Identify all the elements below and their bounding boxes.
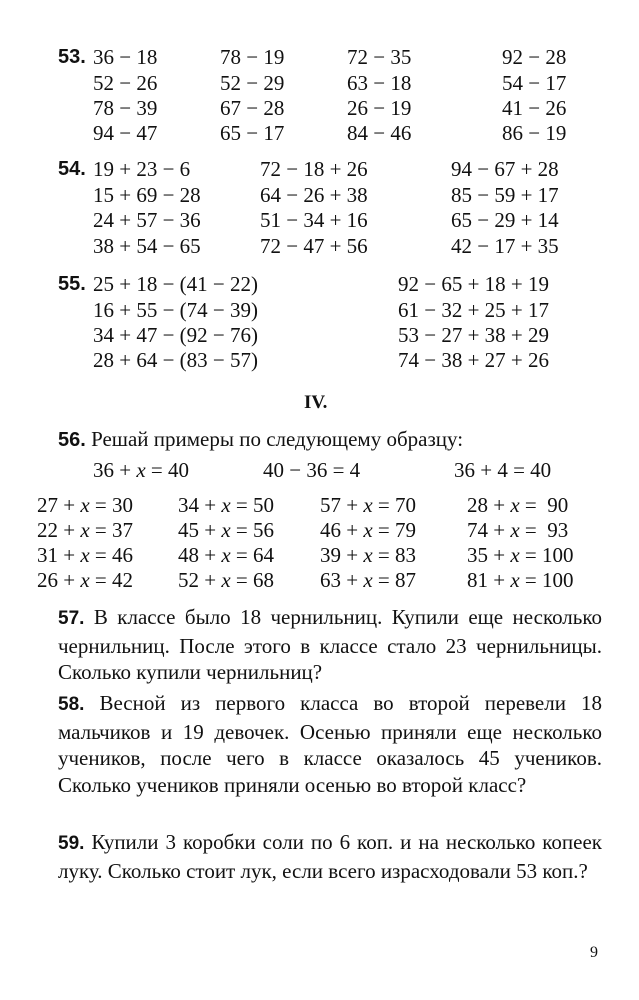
- problem-text: В классе было 18 чернильниц. Купили еще несколько чернильниц. После этого в классе стало 23 чернильницы. Сколько купили чернильниц?: [58, 605, 602, 684]
- equation: 22 + x = 37: [37, 518, 134, 542]
- expression: 28 + 64 − (83 − 57): [93, 348, 259, 372]
- equation: 46 + x = 79: [320, 518, 417, 542]
- expression: 34 + 47 − (92 − 76): [93, 323, 259, 347]
- expression: 94 − 67 + 28: [451, 157, 559, 181]
- expression: 42 − 17 + 35: [451, 234, 559, 258]
- exercise-number: 58.: [58, 694, 85, 715]
- expression: 61 − 32 + 25 + 17: [398, 298, 550, 322]
- sample-equation: 36 + 4 = 40: [454, 458, 552, 482]
- exercise-instruction: [58, 427, 463, 452]
- expression: 52 − 29: [220, 71, 285, 95]
- equation: 81 + x = 100: [467, 568, 574, 592]
- expression: 92 − 65 + 18 + 19: [398, 272, 550, 296]
- equation: 35 + x = 100: [467, 543, 574, 567]
- expression: 72 − 18 + 26: [260, 157, 368, 181]
- expression: 41 − 26: [502, 96, 567, 120]
- expression: 53 − 27 + 38 + 29: [398, 323, 550, 347]
- expression: 38 + 54 − 65: [93, 234, 201, 258]
- expression: 72 − 47 + 56: [260, 234, 368, 258]
- equation: 57 + x = 70: [320, 493, 417, 517]
- expression: 15 + 69 − 28: [93, 183, 201, 207]
- problem-text: Купили 3 коробки соли по 6 коп. и на несколько копеек луку. Сколько стоит лук, если всего израсходовали 53 коп.?: [58, 830, 603, 883]
- expression: 86 − 19: [502, 121, 567, 145]
- expression: 36 − 18: [93, 45, 158, 69]
- expression: 19 + 23 − 6: [93, 157, 191, 181]
- expression: 64 − 26 + 38: [260, 183, 368, 207]
- equation: 26 + x = 42: [37, 568, 134, 592]
- expression: 78 − 19: [220, 45, 285, 69]
- sample-equation: 36 + x = 40: [93, 458, 190, 482]
- expression: 72 − 35: [347, 45, 412, 69]
- page-number: 9: [590, 944, 598, 961]
- equation: 27 + x = 30: [37, 493, 134, 517]
- exercise-number: 57.: [58, 608, 85, 629]
- equation: 39 + x = 83: [320, 543, 417, 567]
- equation: 28 + x = 90: [467, 493, 569, 517]
- exercise-58: [58, 690, 602, 798]
- sample-equation: 40 − 36 = 4: [263, 458, 361, 482]
- expression: 94 − 47: [93, 121, 158, 145]
- expression: 84 − 46: [347, 121, 412, 145]
- expression: 92 − 28: [502, 45, 567, 69]
- exercise-number: 54.: [58, 158, 86, 180]
- expression: 51 − 34 + 16: [260, 208, 368, 232]
- equation: 74 + x = 93: [467, 518, 569, 542]
- section-title: IV.: [304, 392, 328, 413]
- exercise-number: 59.: [58, 833, 85, 854]
- expression: 85 − 59 + 17: [451, 183, 559, 207]
- expression: 65 − 29 + 14: [451, 208, 559, 232]
- equation: 52 + x = 68: [178, 568, 275, 592]
- expression: 24 + 57 − 36: [93, 208, 201, 232]
- exercise-number: 56.: [58, 429, 86, 451]
- expression: 67 − 28: [220, 96, 285, 120]
- exercise-59: [58, 829, 602, 884]
- equation: 48 + x = 64: [178, 543, 275, 567]
- expression: 74 − 38 + 27 + 26: [398, 348, 550, 372]
- exercise-number: 53.: [58, 46, 86, 68]
- exercise-number: 55.: [58, 273, 86, 295]
- equation: 34 + x = 50: [178, 493, 275, 517]
- expression: 26 − 19: [347, 96, 412, 120]
- equation: 63 + x = 87: [320, 568, 417, 592]
- expression: 16 + 55 − (74 − 39): [93, 298, 259, 322]
- expression: 52 − 26: [93, 71, 158, 95]
- equation: 45 + x = 56: [178, 518, 275, 542]
- exercise-57: [58, 604, 602, 686]
- expression: 65 − 17: [220, 121, 285, 145]
- expression: 54 − 17: [502, 71, 567, 95]
- expression: 25 + 18 − (41 − 22): [93, 272, 259, 296]
- problem-text: Весной из первого класса во второй перевели 18 мальчиков и 19 девочек. Осенью приняли еще несколько учеников, после чего в классе оказалось 45 учеников. Сколько учеников приняли осенью во второй класс?: [58, 691, 602, 797]
- instruction-text: Решай примеры по следующему образцу:: [91, 427, 464, 451]
- equation: 31 + x = 46: [37, 543, 134, 567]
- expression: 78 − 39: [93, 96, 158, 120]
- expression: 63 − 18: [347, 71, 412, 95]
